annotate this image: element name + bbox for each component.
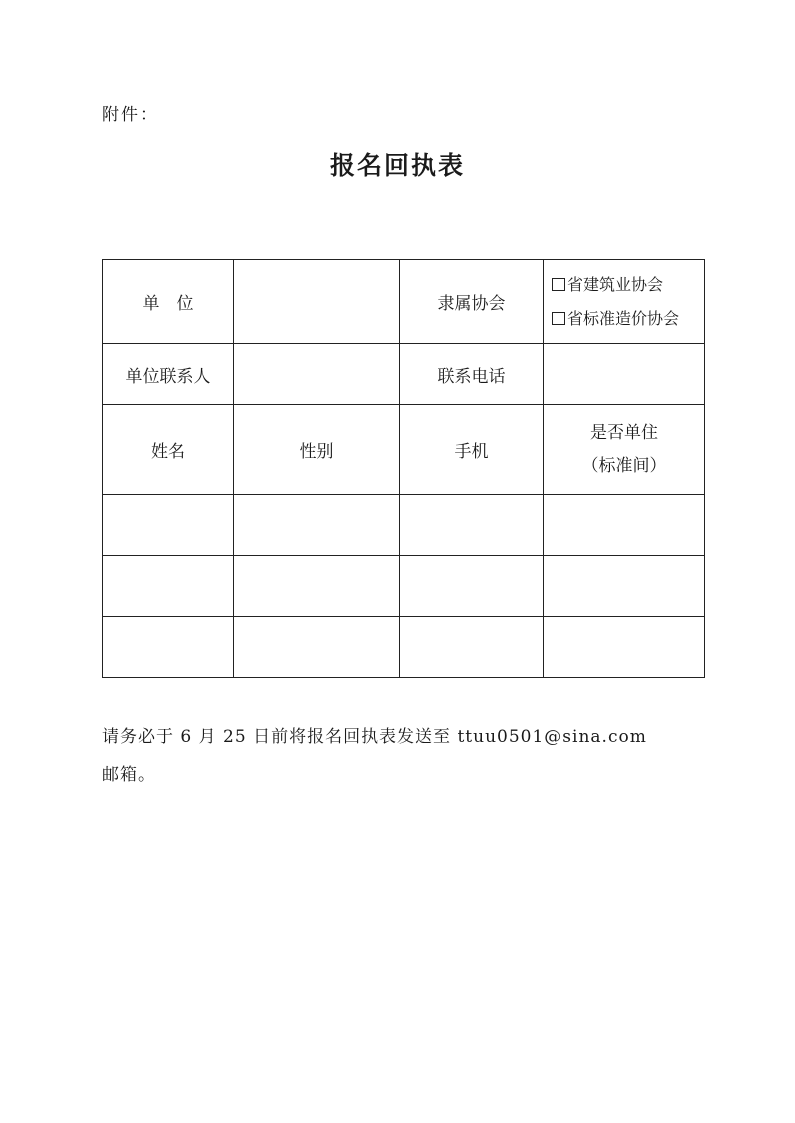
contact-phone-value-cell[interactable] — [544, 344, 705, 405]
cell-single-room[interactable] — [544, 495, 705, 556]
contact-phone-label: 联系电话 — [400, 344, 544, 405]
cell-gender[interactable] — [234, 495, 400, 556]
affiliation-options-cell — [544, 260, 705, 344]
submission-note — [102, 718, 712, 794]
cell-gender[interactable] — [234, 617, 400, 678]
affiliation-option-label: 省建筑业协会 — [567, 274, 664, 294]
contact-person-value-cell[interactable] — [234, 344, 400, 405]
cell-mobile[interactable] — [400, 617, 544, 678]
checkbox-icon[interactable] — [552, 312, 565, 325]
cell-single-room[interactable] — [544, 617, 705, 678]
cell-mobile[interactable] — [400, 495, 544, 556]
note-line-1: 请务必于 6 月 25 日前将报名回执表发送至 ttuu0501@sina.com — [102, 727, 647, 747]
affiliation-option-cost[interactable] — [544, 302, 704, 336]
checkbox-icon[interactable] — [552, 278, 565, 291]
table-row-unit — [103, 260, 705, 344]
cell-name[interactable] — [103, 495, 234, 556]
table-row-contact — [103, 344, 705, 405]
column-header-gender: 性别 — [234, 405, 400, 495]
column-header-single-room-title: 是否单住 — [590, 422, 658, 443]
contact-person-label: 单位联系人 — [103, 344, 234, 405]
cell-single-room[interactable] — [544, 556, 705, 617]
registration-form-table — [102, 259, 705, 678]
column-header-single-room — [544, 405, 705, 495]
cell-mobile[interactable] — [400, 556, 544, 617]
unit-value-cell[interactable] — [234, 260, 400, 344]
page-title: 报名回执表 — [329, 151, 465, 180]
affiliation-label: 隶属协会 — [400, 260, 544, 344]
attachment-label: 附件： — [102, 105, 159, 125]
affiliation-option-construction[interactable] — [544, 268, 704, 302]
note-line-2: 邮箱。 — [102, 765, 156, 785]
column-header-mobile: 手机 — [400, 405, 544, 495]
cell-name[interactable] — [103, 617, 234, 678]
cell-name[interactable] — [103, 556, 234, 617]
unit-label: 单 位 — [103, 260, 234, 344]
table-row — [103, 495, 705, 556]
table-row — [103, 617, 705, 678]
affiliation-option-label: 省标准造价协会 — [567, 308, 680, 328]
column-header-single-room-sub: （标准间） — [581, 455, 667, 476]
column-header-name: 姓名 — [103, 405, 234, 495]
cell-gender[interactable] — [234, 556, 400, 617]
table-row — [103, 556, 705, 617]
table-header-row — [103, 405, 705, 495]
